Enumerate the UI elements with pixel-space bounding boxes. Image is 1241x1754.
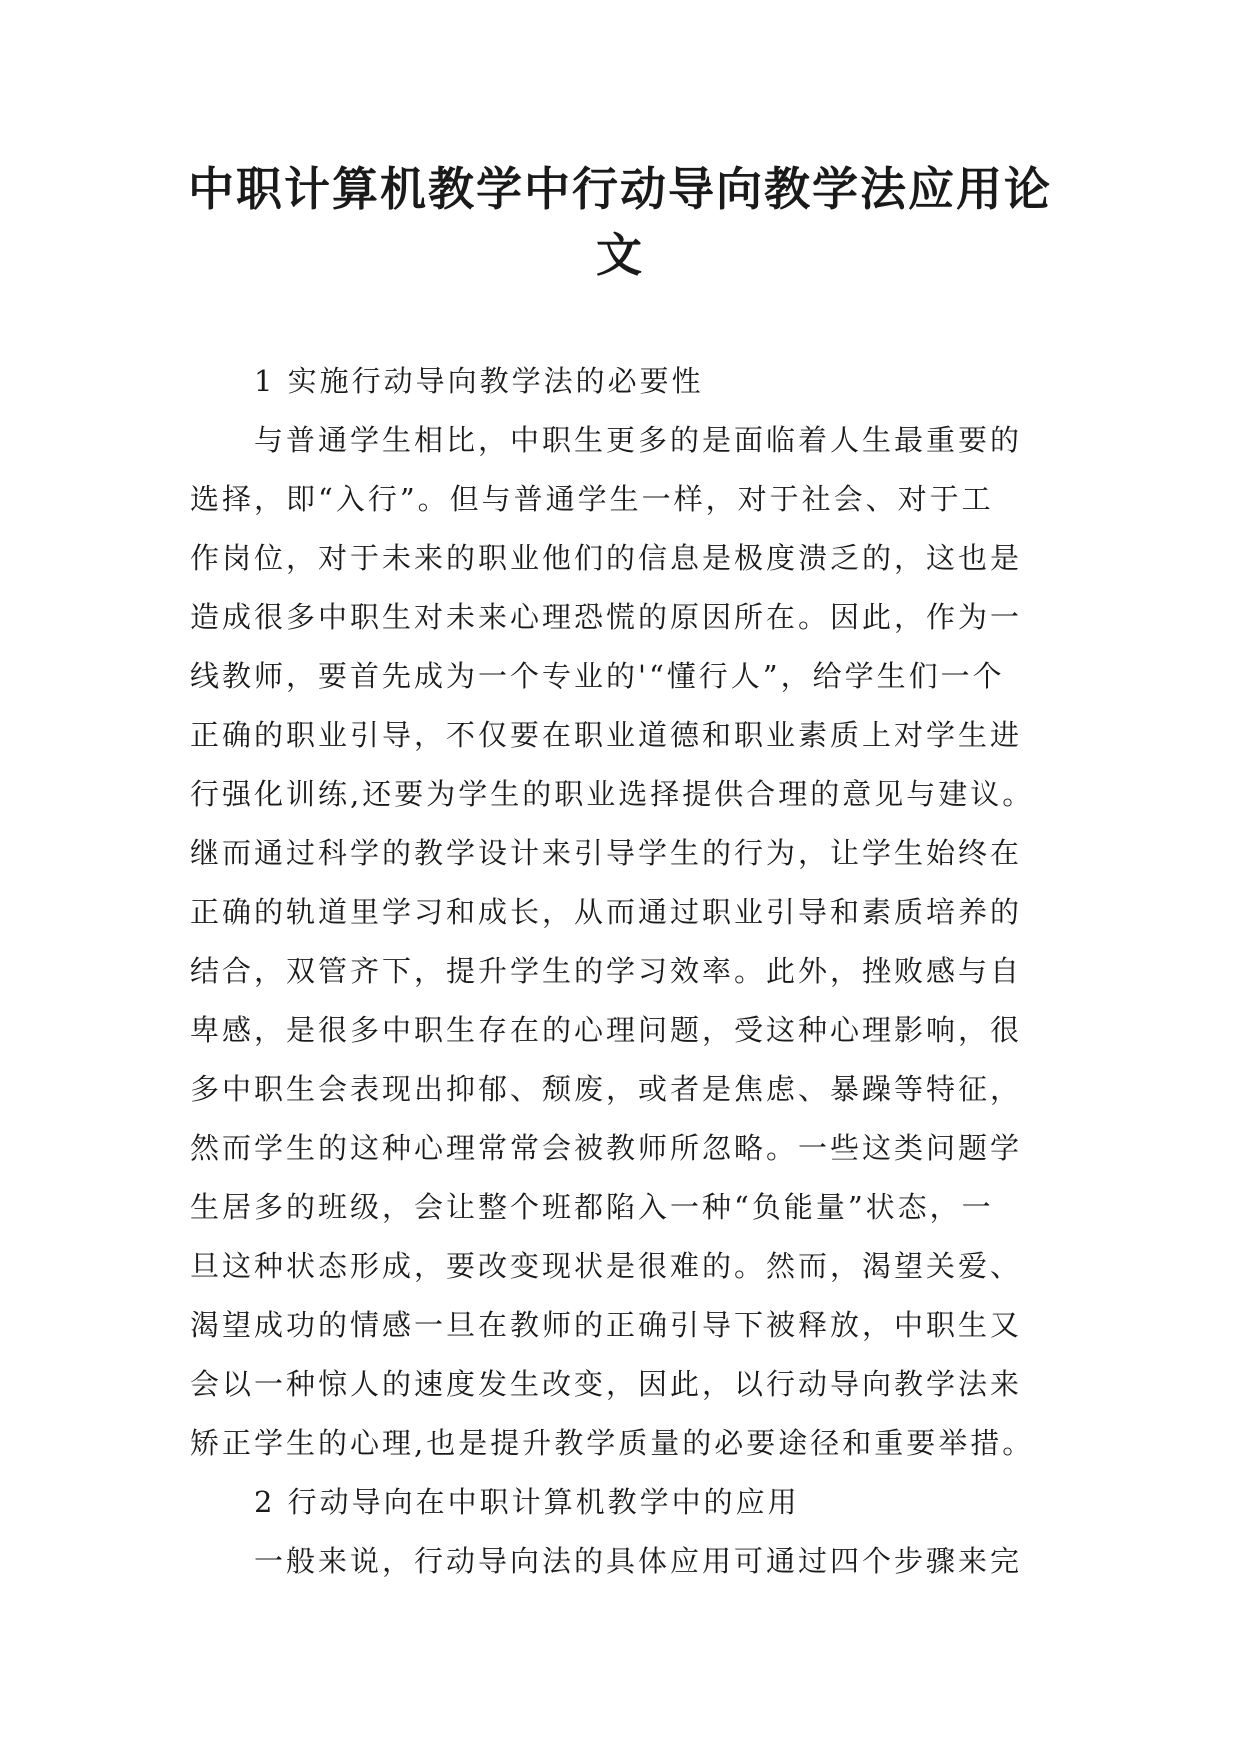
paragraph-line: 造成很多中职生对未来心理恐慌的原因所在。因此，作为一	[190, 600, 1023, 634]
document-title	[150, 156, 1090, 288]
paragraph-line: 作岗位，对于未来的职业他们的信息是极度溃乏的，这也是	[190, 541, 1023, 575]
paragraph-line: 行强化训练,还要为学生的职业选择提供合理的意见与建议。	[190, 777, 1035, 811]
paragraph-line: 线教师，要首先成为一个专业的'“懂行人”，给学生们一个	[190, 659, 1005, 693]
paragraph-line: 生居多的班级，会让整个班都陷入一种“负能量”状态，一	[190, 1190, 994, 1224]
paragraph-line: 卑感，是很多中职生存在的心理问题，受这种心理影响，很	[190, 1013, 1023, 1047]
paragraph-line: 正确的轨道里学习和成长，从而通过职业引导和素质培养的	[190, 895, 1023, 929]
section-heading-2: 2 行动导向在中职计算机教学中的应用	[254, 1485, 800, 1519]
paragraph-line: 一般来说，行动导向法的具体应用可通过四个步骤来完	[254, 1544, 1023, 1578]
paragraph-line: 结合，双管齐下，提升学生的学习效率。此外，挫败感与自	[190, 954, 1023, 988]
paragraph-line: 选择，即“入行”。但与普通学生一样，对于社会、对于工	[190, 482, 994, 516]
paragraph-line: 多中职生会表现出抑郁、颓废，或者是焦虑、暴躁等特征，	[190, 1072, 1023, 1106]
paragraph-line: 与普通学生相比，中职生更多的是面临着人生最重要的	[254, 423, 1023, 457]
paragraph-line: 旦这种状态形成，要改变现状是很难的。然而，渴望关爱、	[190, 1249, 1023, 1283]
paragraph-line: 继而通过科学的教学设计来引导学生的行为，让学生始终在	[190, 836, 1023, 870]
section-heading-1: 1 实施行动导向教学法的必要性	[254, 364, 704, 398]
paragraph-line: 矫正学生的心理,也是提升教学质量的必要途径和重要举措。	[190, 1426, 1035, 1460]
paragraph-line: 会以一种惊人的速度发生改变，因此，以行动导向教学法来	[190, 1367, 1023, 1401]
paragraph-line: 正确的职业引导，不仅要在职业道德和职业素质上对学生进	[190, 718, 1023, 752]
paragraph-line: 渴望成功的情感一旦在教师的正确引导下被释放，中职生又	[190, 1308, 1023, 1342]
paragraph-line: 然而学生的这种心理常常会被教师所忽略。一些这类问题学	[190, 1131, 1023, 1165]
title-line: 中职计算机教学中行动导向教学法应用论	[188, 162, 1052, 216]
document-body	[190, 352, 1070, 1591]
title-line: 文	[596, 228, 644, 282]
